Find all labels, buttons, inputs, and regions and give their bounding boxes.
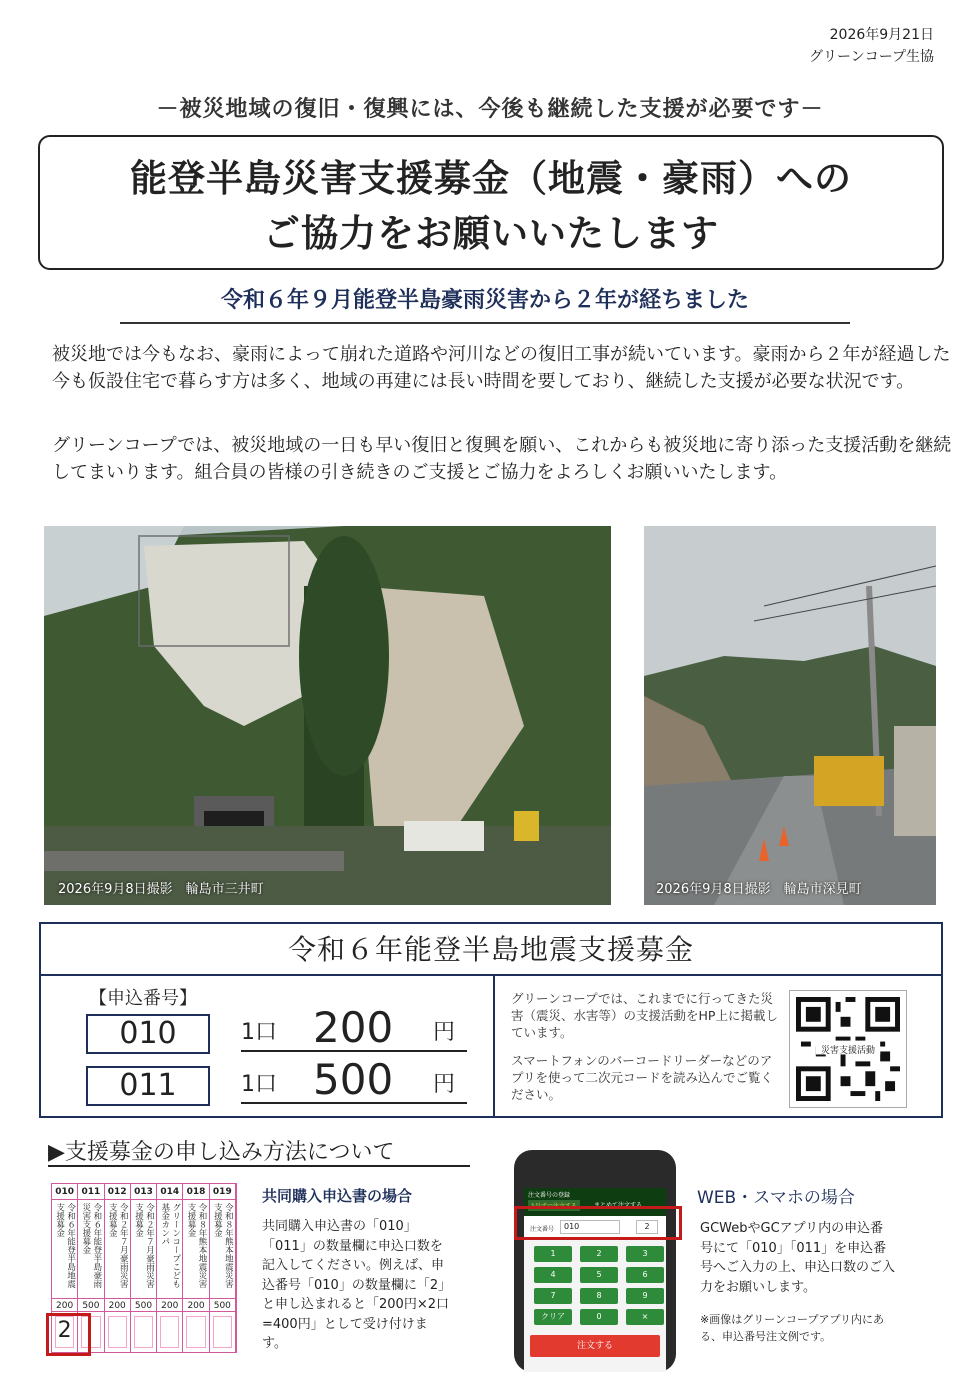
issue-date: 2026年9月21日	[829, 27, 934, 43]
web-title: WEB・スマホの場合	[697, 1188, 855, 1208]
form-price: 200	[183, 1298, 208, 1312]
form-code: 011	[78, 1184, 103, 1200]
keypad-key[interactable]: 8	[580, 1288, 618, 1304]
header-date-block	[809, 24, 934, 68]
form-qty-box[interactable]	[108, 1316, 127, 1348]
qr-code-icon[interactable]	[789, 990, 907, 1108]
order-button[interactable]: 注文する	[530, 1335, 660, 1357]
keypad-key[interactable]: 4	[534, 1267, 572, 1283]
form-name: 令和８年熊本地震災害支援募金	[212, 1203, 234, 1288]
fund-title: 令和６年能登半島地震支援募金	[41, 924, 941, 976]
code-011: 011	[86, 1066, 210, 1106]
app-header-text: 注文番号の登録	[528, 1192, 571, 1199]
fund-divider	[493, 976, 495, 1118]
form-column	[105, 1184, 131, 1352]
qr-label: 災害支援活動	[820, 1046, 875, 1056]
fund-box	[39, 922, 943, 1118]
title-line-2: ご協力をお願いいたします	[263, 212, 719, 255]
keypad	[524, 1240, 666, 1331]
road-repair-image	[644, 526, 936, 905]
form-column	[210, 1184, 236, 1352]
keypad-key[interactable]: 7	[534, 1288, 572, 1304]
keypad-key[interactable]: 5	[580, 1267, 618, 1283]
amount-500: 500	[313, 1055, 394, 1104]
photo-fukami-town	[644, 526, 936, 905]
form-name: グリーンコープこども基金カンパ	[159, 1203, 181, 1288]
tab-bulk[interactable]: まとめて注文する	[594, 1202, 643, 1209]
lead-text: －被災地域の復旧・復興には、今後も継続した支援が必要です－	[156, 97, 824, 122]
form-code: 012	[105, 1184, 130, 1200]
form-name: 令和６年能登半島豪雨災害支援募金	[80, 1203, 102, 1288]
fund-note-1: グリーンコープでは、これまでに行ってきた災害（震災、水害等）の支援活動をHP上に掲載しています。	[511, 991, 778, 1040]
keypad-key[interactable]: 3	[626, 1246, 664, 1262]
photo-caption-2: 2026年9月8日撮影 輪島市深見町	[656, 882, 862, 897]
amount-200: 200	[313, 1003, 394, 1052]
amount-row-1	[241, 1004, 467, 1052]
highlight-qty-box	[46, 1313, 91, 1356]
paper-text: 共同購入申込書の「010」「011」の数量欄に申込口数を記入してください。例えば、申込番号「010」の数量欄に「2」と申し込まれると「200円×2口=400円」として受け付けます。	[262, 1219, 449, 1351]
form-name: 令和２年７月豪雨災害支援募金	[107, 1203, 129, 1288]
form-qty-box[interactable]	[186, 1316, 205, 1348]
paragraph-2: グリーンコープでは、被災地域の一日も早い復旧と復興を願い、これからも被災地に寄り添った支援活動を継続してまいります。組合員の皆様の引き続きのご支援とご協力をよろしくお願いいたします。	[52, 435, 952, 483]
quantity-input[interactable]: 2	[636, 1220, 658, 1234]
form-qty-box[interactable]	[134, 1316, 153, 1348]
form-column	[157, 1184, 183, 1352]
form-column	[183, 1184, 209, 1352]
form-name: 令和２年７月豪雨災害支援募金	[133, 1203, 155, 1288]
form-price: 500	[210, 1298, 235, 1312]
form-price: 500	[78, 1298, 103, 1312]
kuchi-label: 1口	[241, 1072, 277, 1097]
howto-underline	[48, 1165, 470, 1167]
form-code: 018	[183, 1184, 208, 1200]
paragraph-1: 被災地では今もなお、豪雨によって崩れた道路や河川などの復旧工事が続いています。豪雨から２年が経過した今も仮設住宅で暮らす方は多く、地域の再建には長い時間を要しており、継続した支援が必要な状況です。	[52, 344, 951, 392]
keypad-key[interactable]: 0	[580, 1309, 618, 1325]
photo-caption-1: 2026年9月8日撮影 輪島市三井町	[58, 882, 264, 897]
web-note: ※画像はグリーンコープアプリ内にある、申込番号注文例です。	[700, 1313, 885, 1343]
howto-heading: ▶支援募金の申し込み方法について	[48, 1140, 395, 1165]
form-name: 令和６年能登半島地震支援募金	[54, 1203, 76, 1288]
form-qty-box[interactable]	[213, 1316, 232, 1348]
form-code: 013	[131, 1184, 156, 1200]
web-text: GCWebやGCアプリ内の申込番号にて「010」「011」を申込番号へご入力の上、申込口数のご入力をお願いします。	[700, 1221, 896, 1295]
form-price: 200	[52, 1298, 77, 1312]
fund-note-2: スマートフォンのバーコードリーダーなどのアプリを使って二次元コードを読み込んでご覧ください。	[511, 1053, 774, 1102]
phone-mockup	[514, 1150, 676, 1372]
form-qty-box[interactable]	[160, 1316, 179, 1348]
form-qty-box[interactable]: 2	[55, 1316, 74, 1348]
tab-single[interactable]: 1品ずつ注文する	[528, 1200, 580, 1211]
keypad-key[interactable]: 9	[626, 1288, 664, 1304]
kuchi-label: 1口	[241, 1020, 277, 1045]
amount-row-2	[241, 1056, 467, 1104]
form-code: 010	[52, 1184, 77, 1200]
keypad-key[interactable]: ×	[626, 1309, 664, 1325]
keypad-key[interactable]: 1	[534, 1246, 572, 1262]
form-column	[131, 1184, 157, 1352]
photo-mitsui-town	[44, 526, 611, 905]
code-010: 010	[86, 1014, 210, 1054]
title-line-1: 能登半島災害支援募金（地震・豪雨）への	[130, 157, 852, 200]
organization-name: グリーンコープ生協	[808, 49, 934, 65]
keypad-key[interactable]: 6	[626, 1267, 664, 1283]
keypad-key[interactable]: クリア	[534, 1309, 572, 1325]
order-number-input[interactable]: 010	[560, 1220, 620, 1234]
subheading: 令和６年９月能登半島豪雨災害から２年が経ちました	[120, 283, 850, 324]
title-box	[38, 135, 944, 270]
form-code: 014	[157, 1184, 182, 1200]
form-price: 200	[105, 1298, 130, 1312]
yen-label: 円	[432, 1072, 455, 1097]
field-label: 注文番号	[530, 1226, 555, 1233]
form-price: 500	[131, 1298, 156, 1312]
keypad-key[interactable]: 2	[580, 1246, 618, 1262]
paper-title: 共同購入申込書の場合	[262, 1187, 413, 1205]
form-code: 019	[210, 1184, 235, 1200]
yen-label: 円	[432, 1020, 455, 1045]
form-name: 令和８年熊本地震災害支援募金	[186, 1203, 208, 1288]
landslide-tunnel-image	[44, 526, 611, 905]
highlight-input-row	[514, 1206, 682, 1240]
form-price: 200	[157, 1298, 182, 1312]
code-label: 【申込番号】	[89, 988, 197, 1009]
